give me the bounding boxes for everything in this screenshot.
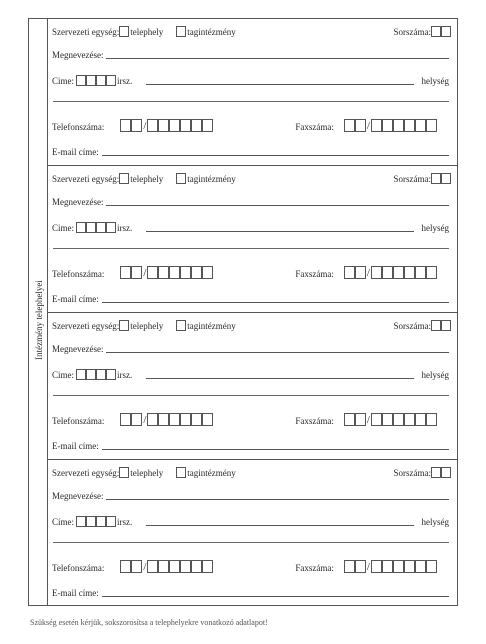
phone-label: Telefonszáma: bbox=[52, 563, 105, 573]
name-row bbox=[47, 491, 449, 501]
site-block bbox=[47, 19, 457, 166]
phone-box[interactable] bbox=[158, 266, 169, 279]
zip-box[interactable] bbox=[76, 516, 86, 527]
zip-label: irsz. bbox=[117, 370, 133, 380]
site-block bbox=[47, 313, 457, 460]
fax-box[interactable] bbox=[393, 119, 404, 132]
fax-area-box[interactable] bbox=[344, 266, 355, 279]
unit-label: Szervezeti egység: bbox=[52, 174, 120, 184]
zip-box[interactable] bbox=[96, 222, 106, 233]
phone-row bbox=[47, 560, 457, 573]
serial-box[interactable] bbox=[441, 26, 451, 37]
phone-box[interactable] bbox=[191, 266, 202, 279]
phone-area-box[interactable] bbox=[120, 119, 131, 132]
serial-box[interactable] bbox=[431, 26, 441, 37]
slash: / bbox=[143, 414, 147, 426]
fax-box[interactable] bbox=[415, 266, 426, 279]
phone-box[interactable] bbox=[191, 119, 202, 132]
fax-box[interactable] bbox=[426, 119, 437, 132]
phone-row bbox=[47, 413, 457, 426]
phone-area-box[interactable] bbox=[131, 560, 142, 573]
slash: / bbox=[366, 267, 370, 279]
city-label: helység bbox=[421, 76, 449, 86]
form-frame bbox=[28, 18, 458, 606]
member-checkbox[interactable] bbox=[176, 320, 186, 331]
zip-label: irsz. bbox=[117, 76, 133, 86]
address-line-2[interactable] bbox=[53, 248, 449, 249]
fax-area-box[interactable] bbox=[355, 266, 366, 279]
city-label: helység bbox=[421, 223, 449, 233]
serial-box[interactable] bbox=[441, 320, 451, 331]
slash: / bbox=[143, 120, 147, 132]
address-line-2[interactable] bbox=[53, 542, 449, 543]
fax-box[interactable] bbox=[393, 560, 404, 573]
fax-area-box[interactable] bbox=[355, 560, 366, 573]
unit-row bbox=[47, 173, 457, 184]
member-label: tagintézmény bbox=[187, 468, 236, 478]
site-label: telephely bbox=[130, 27, 164, 37]
zip-box[interactable] bbox=[76, 222, 86, 233]
fax-area-box[interactable] bbox=[355, 119, 366, 132]
phone-area-box[interactable] bbox=[120, 266, 131, 279]
fax-label: Faxszáma: bbox=[295, 563, 334, 573]
fax-label: Faxszáma: bbox=[295, 122, 334, 132]
phone-area-box[interactable] bbox=[120, 413, 131, 426]
phone-box[interactable] bbox=[158, 413, 169, 426]
member-label: tagintézmény bbox=[187, 27, 236, 37]
unit-row bbox=[47, 467, 457, 478]
address-row bbox=[47, 222, 449, 233]
serial-label: Sorszáma: bbox=[393, 27, 431, 37]
side-column bbox=[29, 19, 48, 605]
fax-area-box[interactable] bbox=[344, 560, 355, 573]
serial-box[interactable] bbox=[441, 173, 451, 184]
fax-area-box[interactable] bbox=[344, 413, 355, 426]
site-label: telephely bbox=[130, 468, 164, 478]
email-row bbox=[47, 147, 449, 157]
serial-label: Sorszáma: bbox=[393, 321, 431, 331]
name-field[interactable] bbox=[106, 57, 449, 59]
address-line-2[interactable] bbox=[53, 101, 449, 102]
email-field[interactable] bbox=[102, 154, 449, 156]
zip-box[interactable] bbox=[106, 516, 116, 527]
slash: / bbox=[143, 267, 147, 279]
fax-box[interactable] bbox=[426, 266, 437, 279]
unit-label: Szervezeti egység: bbox=[52, 468, 120, 478]
site-checkbox[interactable] bbox=[119, 26, 129, 37]
phone-box[interactable] bbox=[202, 560, 213, 573]
phone-area-box[interactable] bbox=[120, 560, 131, 573]
email-row bbox=[47, 441, 449, 451]
footer-note: Szükség esetén kérjük, sokszorosítsa a telephelyekre vonatkozó adatlapot! bbox=[30, 618, 268, 627]
phone-area-box[interactable] bbox=[131, 413, 142, 426]
zip-box[interactable] bbox=[96, 369, 106, 380]
fax-label: Faxszáma: bbox=[295, 416, 334, 426]
address-label: Cime: bbox=[52, 370, 74, 380]
member-label: tagintézmény bbox=[187, 321, 236, 331]
site-label: telephely bbox=[130, 321, 164, 331]
unit-label: Szervezeti egység: bbox=[52, 27, 120, 37]
phone-box[interactable] bbox=[169, 266, 180, 279]
fax-box[interactable] bbox=[426, 560, 437, 573]
address-field[interactable] bbox=[146, 83, 413, 85]
name-field[interactable] bbox=[106, 498, 449, 500]
zip-box[interactable] bbox=[86, 75, 96, 86]
phone-box[interactable] bbox=[147, 266, 158, 279]
email-row bbox=[47, 588, 449, 598]
member-checkbox[interactable] bbox=[176, 173, 186, 184]
zip-box[interactable] bbox=[106, 369, 116, 380]
phone-box[interactable] bbox=[147, 119, 158, 132]
email-label: E-mail címe: bbox=[52, 294, 99, 304]
fax-box[interactable] bbox=[404, 413, 415, 426]
phone-box[interactable] bbox=[191, 413, 202, 426]
zip-box[interactable] bbox=[96, 75, 106, 86]
email-label: E-mail címe: bbox=[52, 441, 99, 451]
name-label: Megnevezése: bbox=[52, 197, 104, 207]
address-label: Cime: bbox=[52, 223, 74, 233]
zip-box[interactable] bbox=[86, 516, 96, 527]
phone-box[interactable] bbox=[169, 560, 180, 573]
fax-box[interactable] bbox=[404, 266, 415, 279]
phone-box[interactable] bbox=[191, 560, 202, 573]
fax-box[interactable] bbox=[393, 266, 404, 279]
phone-box[interactable] bbox=[147, 560, 158, 573]
serial-box[interactable] bbox=[431, 320, 441, 331]
fax-box[interactable] bbox=[382, 266, 393, 279]
site-block bbox=[47, 166, 457, 313]
email-field[interactable] bbox=[102, 595, 449, 597]
fax-box[interactable] bbox=[415, 119, 426, 132]
zip-box[interactable] bbox=[76, 369, 86, 380]
fax-area-box[interactable] bbox=[355, 413, 366, 426]
phone-box[interactable] bbox=[202, 413, 213, 426]
fax-box[interactable] bbox=[371, 119, 382, 132]
name-label: Megnevezése: bbox=[52, 491, 104, 501]
slash: / bbox=[366, 414, 370, 426]
address-label: Címe: bbox=[52, 517, 74, 527]
member-label: tagintézmény bbox=[187, 174, 236, 184]
fax-box[interactable] bbox=[382, 413, 393, 426]
phone-area-box[interactable] bbox=[131, 266, 142, 279]
phone-row bbox=[47, 266, 457, 279]
city-label: helység bbox=[421, 370, 449, 380]
fax-box[interactable] bbox=[415, 413, 426, 426]
site-checkbox[interactable] bbox=[119, 467, 129, 478]
phone-box[interactable] bbox=[147, 413, 158, 426]
zip-label: irsz. bbox=[117, 223, 133, 233]
slash: / bbox=[366, 120, 370, 132]
fax-box[interactable] bbox=[404, 119, 415, 132]
name-row bbox=[47, 197, 449, 207]
site-checkbox[interactable] bbox=[119, 173, 129, 184]
unit-label: Szervezeti egység: bbox=[52, 321, 120, 331]
fax-box[interactable] bbox=[404, 560, 415, 573]
serial-label: Sorszáma: bbox=[393, 468, 431, 478]
address-row bbox=[47, 75, 449, 86]
unit-row bbox=[47, 26, 457, 37]
city-label: helység bbox=[421, 517, 449, 527]
zip-box[interactable] bbox=[76, 75, 86, 86]
side-label: Intézmény telephelyei bbox=[34, 280, 44, 360]
zip-box[interactable] bbox=[106, 222, 116, 233]
fax-box[interactable] bbox=[426, 413, 437, 426]
name-label: Megnevezése: bbox=[52, 50, 104, 60]
name-field[interactable] bbox=[106, 204, 449, 206]
name-label: Megnevezése: bbox=[52, 344, 104, 354]
phone-box[interactable] bbox=[180, 560, 191, 573]
serial-box[interactable] bbox=[431, 467, 441, 478]
fax-box[interactable] bbox=[382, 560, 393, 573]
phone-label: Telefonszáma: bbox=[52, 122, 105, 132]
zip-box[interactable] bbox=[96, 516, 106, 527]
fax-area-box[interactable] bbox=[344, 119, 355, 132]
name-field[interactable] bbox=[106, 351, 449, 353]
site-block bbox=[47, 460, 457, 607]
phone-box[interactable] bbox=[158, 560, 169, 573]
serial-label: Sorszáma: bbox=[393, 174, 431, 184]
email-row bbox=[47, 294, 449, 304]
phone-box[interactable] bbox=[180, 119, 191, 132]
fax-box[interactable] bbox=[382, 119, 393, 132]
phone-label: Telefonszáma: bbox=[52, 269, 105, 279]
site-label: telephely bbox=[130, 174, 164, 184]
phone-box[interactable] bbox=[202, 119, 213, 132]
slash: / bbox=[143, 561, 147, 573]
serial-box[interactable] bbox=[431, 173, 441, 184]
phone-row bbox=[47, 119, 457, 132]
address-field[interactable] bbox=[146, 377, 413, 379]
zip-box[interactable] bbox=[106, 75, 116, 86]
member-checkbox[interactable] bbox=[176, 467, 186, 478]
fax-box[interactable] bbox=[371, 560, 382, 573]
address-line-2[interactable] bbox=[53, 395, 449, 396]
address-field[interactable] bbox=[146, 524, 413, 526]
fax-box[interactable] bbox=[415, 560, 426, 573]
email-label: E-mail címe: bbox=[52, 588, 99, 598]
fax-box[interactable] bbox=[371, 413, 382, 426]
serial-box[interactable] bbox=[441, 467, 451, 478]
name-row bbox=[47, 344, 449, 354]
phone-box[interactable] bbox=[180, 266, 191, 279]
phone-box[interactable] bbox=[169, 413, 180, 426]
phone-label: Telefonszáma: bbox=[52, 416, 105, 426]
address-row bbox=[47, 516, 449, 527]
address-field[interactable] bbox=[146, 230, 413, 232]
email-field[interactable] bbox=[102, 448, 449, 450]
phone-box[interactable] bbox=[180, 413, 191, 426]
unit-row bbox=[47, 320, 457, 331]
slash: / bbox=[366, 561, 370, 573]
phone-box[interactable] bbox=[169, 119, 180, 132]
site-checkbox[interactable] bbox=[119, 320, 129, 331]
phone-box[interactable] bbox=[202, 266, 213, 279]
address-row bbox=[47, 369, 449, 380]
member-checkbox[interactable] bbox=[176, 26, 186, 37]
fax-box[interactable] bbox=[393, 413, 404, 426]
phone-area-box[interactable] bbox=[131, 119, 142, 132]
address-label: Cime: bbox=[52, 76, 74, 86]
name-row bbox=[47, 50, 449, 60]
zip-box[interactable] bbox=[86, 369, 96, 380]
zip-box[interactable] bbox=[86, 222, 96, 233]
fax-label: Faxszáma: bbox=[295, 269, 334, 279]
fax-box[interactable] bbox=[371, 266, 382, 279]
phone-box[interactable] bbox=[158, 119, 169, 132]
email-field[interactable] bbox=[102, 301, 449, 303]
email-label: E-mail címe: bbox=[52, 147, 99, 157]
zip-label: irsz. bbox=[117, 517, 133, 527]
